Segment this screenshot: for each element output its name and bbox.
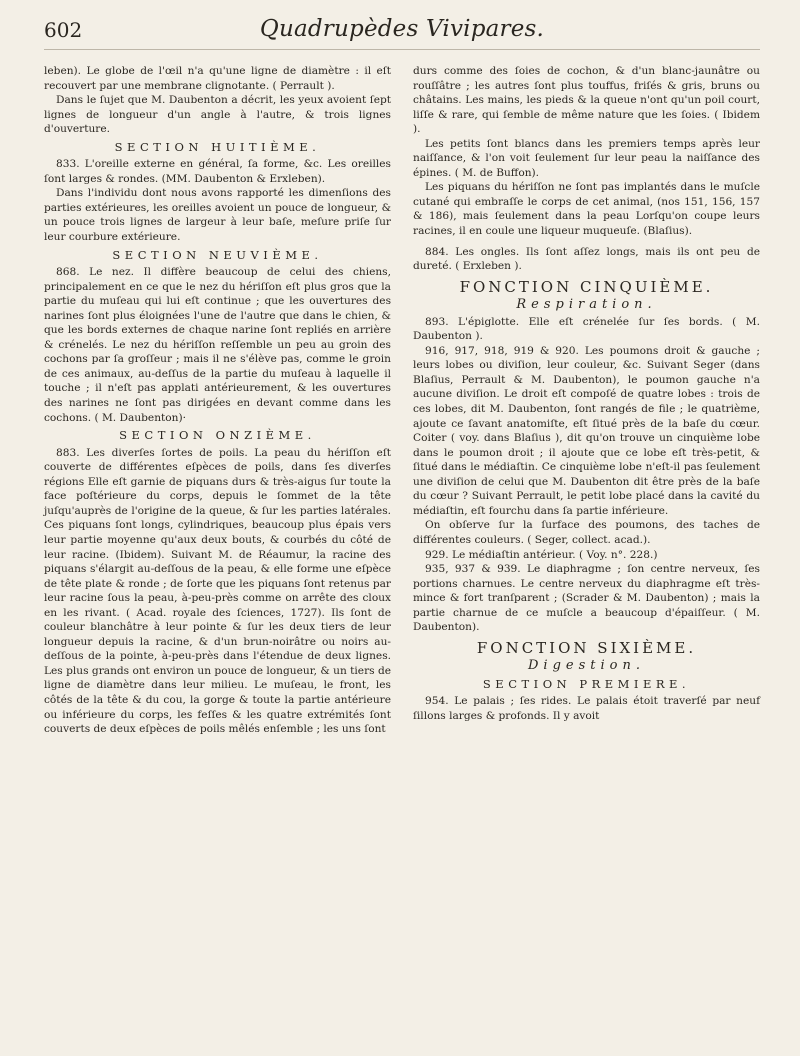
function-heading: FONCTION SIXIÈME.	[476, 638, 697, 657]
running-title: Quadrupèdes Vivipares.	[259, 16, 545, 42]
paragraph: 884. Les ongles. Ils ſont aſſez longs, mais ils ont peu de dureté. ( Erxleben ).	[413, 245, 760, 273]
paragraph: 893. L'épiglotte. Elle eſt crénelée ſur ſes bords. ( M. Daubenton ).	[413, 315, 760, 343]
subheading: Respiration.	[516, 297, 657, 313]
section-heading: SECTION PREMIERE.	[482, 676, 691, 691]
paragraph: durs comme des ſoies de cochon, & d'un blanc-jaunâtre ou rouſſâtre ; les autres ſont plus touffus, friſés & gris, bruns ou châtains. Les mains, les pieds & la queue n'ont qu'un poil court, liſſe & rare, qui ſemble de même nature que les ſoies. ( Ibidem ).	[413, 65, 760, 136]
paragraph: On obſerve ſur la ſurface des poumons, des taches de différentes couleurs. ( Seger, collect. acad.).	[413, 519, 760, 546]
page-number: 602	[44, 18, 83, 42]
paragraph: 954. Le palais ; ſes rides. Le palais étoit traverſé par neuf ſillons larges & profonds. Il y avoit	[413, 695, 760, 722]
paragraph: Les piquans du hériſſon ne ſont pas implantés dans le muſcle cutané qui embraſſe le corps de cet animal, (nos 151, 156, 157 & 186), mais ſeulement dans la peau Lorſqu'on coupe leurs racines, il en coule une liqueur muqueuſe. (Blaſius).	[413, 181, 760, 238]
paragraph: 935, 937 & 939. Le diaphragme ; ſon centre nerveux, ſes portions charnues. Le centre nerveux du diaphragme eſt très-mince & fort tranſparent ; (Scrader & M. Daubenton) ; mais la partie charnue de ce muſcle a beaucoup d'épaiſſeur. ( M. Daubenton).	[413, 563, 760, 634]
paragraph: 868. Le nez. Il diffère beaucoup de celui des chiens, principalement en ce que le nez du hériſſon eſt plus gros que la partie du muſeau qui lui eſt continue ; que les ouvertures des narines ſont plus éloignées l'une de l'autre que dans le chien, & que les bords externes de chaque narine ſont repliés en arrière & crénelés. Le nez du hériſſon reſſemble un peu au groin des cochons par ſa groſſeur ; mais il ne s'élève pas, comme le groin de ces animaux, au-deſſus de la partie du muſeau à laquelle il touche ; il n'eſt pas applati antérieurement, & les ouvertures des narines ne ſont pas dirigées en devant comme dans les cochons. ( M. Daubenton)·	[44, 266, 391, 424]
paragraph: 916, 917, 918, 919 & 920. Les poumons droit & gauche ; leurs lobes ou diviſion, leur couleur, &c. Suivant Seger (dans Blaſius, Perrault & M. Daubenton), le poumon gauche n'a aucune diviſion. Le droit eſt compoſé de quatre lobes : trois de ces lobes, dit M. Daubenton, ſont rangés de file ; le quatrième, ajoute ce ſavant anatomiſte, eſt ſitué près de la baſe du cœur. Coiter ( voy. dans Blaſius ), dit qu'on trouve un cinquième lobe dans le poumon droit ; il ajoute que ce lobe eſt très-petit, & ſitué dans le médiaſtin. Ce cinquième lobe n'eſt-il pas ſeulement une diviſion de celui que M. Daubenton dit être près de la baſe du cœur ? Suivant Perrault, le petit lobe placé dans la cavité du médiaſtin, eſt fourchu dans ſa partie inférieure.	[413, 344, 760, 517]
subheading: Digestion.	[528, 658, 645, 674]
paragraph: Les petits ſont blancs dans les premiers temps après leur naiſſance, & l'on voit ſeulement ſur leur peau la naiſſance des épines. ( M. de Buffon).	[413, 137, 760, 179]
page-header	[44, 14, 760, 54]
paragraph: 929. Le médiaſtin antérieur. ( Voy. n°. 228.)	[425, 548, 658, 561]
header-rule	[44, 49, 760, 50]
left-column	[44, 64, 391, 737]
section-heading: SECTION ONZIÈME.	[119, 428, 316, 443]
paragraph: Dans le ſujet que M. Daubenton a décrit, les yeux avoient ſept lignes de longueur d'un angle à l'autre, & trois lignes d'ouverture.	[44, 94, 391, 136]
right-column	[413, 64, 760, 724]
paragraph: 883. Les diverſes ſortes de poils. La peau du hériſſon eſt couverte de différentes eſpèces de poils, dans ſes diverſes régions Elle eſt garnie de piquans durs & très-aigus ſur toute la face poſtérieure du corps, depuis le ſommet de la tête juſqu'auprès de l'origine de la queue, & ſur les parties latérales. Ces piquans ſont longs, cylindriques, beaucoup plus épais vers leur partie moyenne qu'aux deux bouts, & courbés du côté de leur racine. (Ibidem). Suivant M. de Réaumur, la racine des piquans s'élargit au-deſſous de la peau, & elle forme une eſpèce de tête plate & ronde ; de ſorte que les piquans ſont retenus par leur racine ſous la peau, à-peu-près comme on arrête des cloux en les rivant. ( Acad. royale des ſciences, 1727). Ils ſont de couleur blanchâtre à leur pointe & ſur les deux tiers de leur longueur depuis la racine, & d'un brun-noirâtre ou noirs au-deſſous de la pointe, à-peu-près dans l'étendue de deux lignes. Les plus grands ont environ un pouce de longueur, & un tiers de ligne de diamètre dans leur milieu. Le muſeau, le front, les côtés de la tête & du cou, la gorge & toute la partie antérieure ou inférieure du corps, les feſſes & les quatre extrémités ſont couverts de deux eſpèces de poils mêlés enſemble ; les uns ſont	[44, 446, 391, 736]
paragraph: Dans l'individu dont nous avons rapporté les dimenſions des parties extérieures, les oreilles avoient un pouce de longueur, & un pouce trois lignes de largeur à leur baſe, meſure priſe ſur leur courbure extérieure.	[44, 187, 391, 244]
paragraph: 833. L'oreille externe en général, ſa forme, &c. Les oreilles ſont larges & rondes. (MM. Daubenton & Erxleben).	[44, 158, 391, 185]
section-heading: SECTION NEUVIÈME.	[112, 247, 323, 262]
function-heading: FONCTION CINQUIÈME.	[459, 277, 714, 296]
section-heading: SECTION HUITIÈME.	[114, 139, 321, 154]
paragraph: leben). Le globe de l'œil n'a qu'une ligne de diamètre : il eſt recouvert par une membrane clignotante. ( Perrault ).	[44, 65, 391, 92]
